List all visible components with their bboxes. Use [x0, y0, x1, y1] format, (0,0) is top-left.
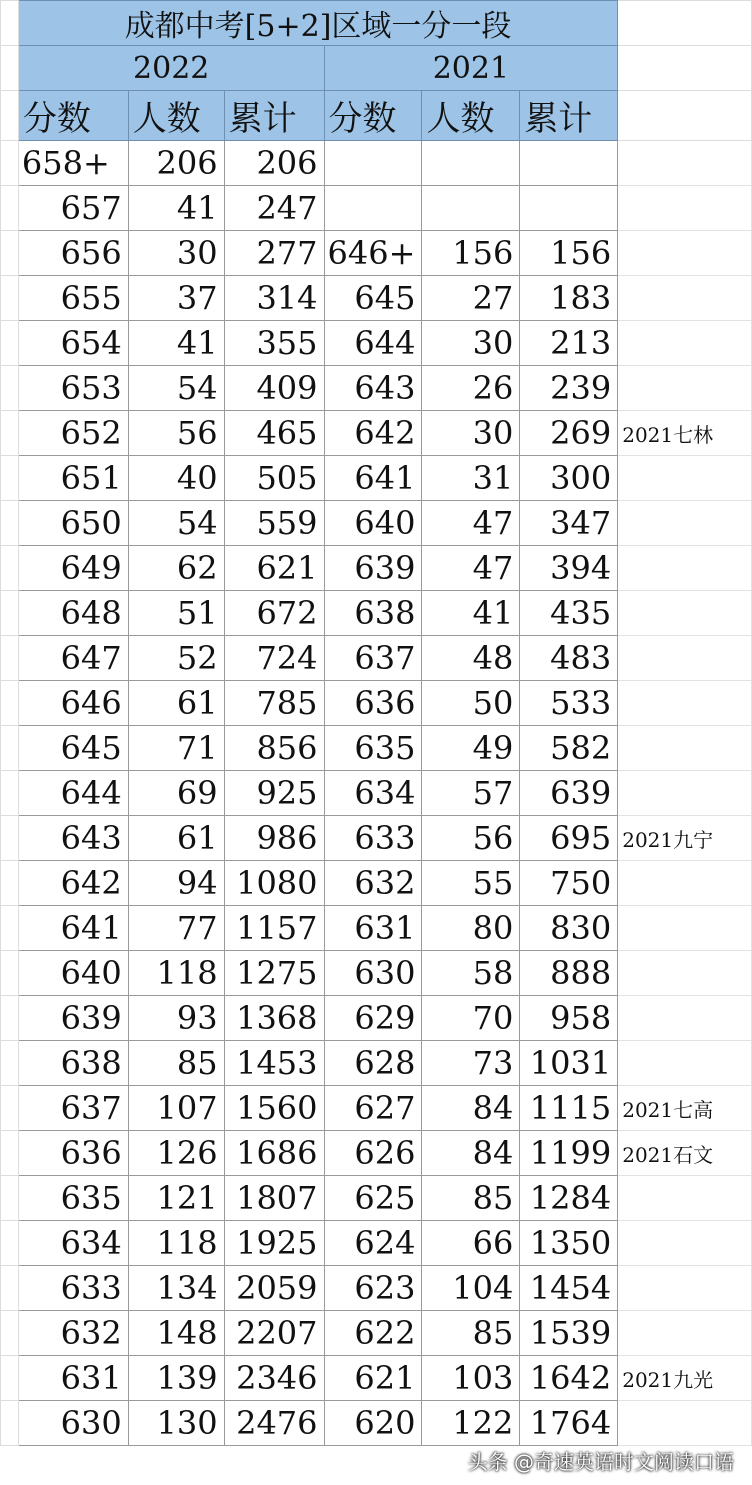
cell-cumulative-2021: 483 — [520, 636, 618, 681]
cell-cumulative-2022: 1453 — [224, 1041, 324, 1086]
cell-score-2021: 642 — [324, 411, 422, 456]
table-row — [1, 816, 752, 861]
cell-cumulative-2021: 347 — [520, 501, 618, 546]
cell-note — [618, 366, 752, 411]
cell-note — [618, 636, 752, 681]
cell-count-2022: 51 — [128, 591, 224, 636]
year-2022-header: 2022 — [18, 46, 324, 91]
table-row — [1, 366, 752, 411]
cell-count-2021: 55 — [422, 861, 520, 906]
cell-score-2022: 654 — [18, 321, 128, 366]
cell-cumulative-2021: 958 — [520, 996, 618, 1041]
cell-count-2022: 85 — [128, 1041, 224, 1086]
cell-score-2022: 651 — [18, 456, 128, 501]
cell-score-2021: 623 — [324, 1266, 422, 1311]
cell-count-2021: 84 — [422, 1086, 520, 1131]
cell-note: 2021石文 — [618, 1131, 752, 1176]
cell-cumulative-2021: 394 — [520, 546, 618, 591]
blank-cell — [1, 726, 19, 771]
cell-score-2022: 649 — [18, 546, 128, 591]
cell-cumulative-2021: 156 — [520, 231, 618, 276]
blank-cell — [1, 1, 19, 46]
blank-cell — [1, 91, 19, 141]
cell-count-2021: 84 — [422, 1131, 520, 1176]
cell-score-2022: 646 — [18, 681, 128, 726]
cell-count-2021: 30 — [422, 411, 520, 456]
col-header-score-2021: 分数 — [324, 91, 422, 141]
cell-count-2022: 37 — [128, 276, 224, 321]
cell-cumulative-2022: 1157 — [224, 906, 324, 951]
cell-cumulative-2021: 582 — [520, 726, 618, 771]
cell-cumulative-2021: 239 — [520, 366, 618, 411]
table-row — [1, 996, 752, 1041]
cell-count-2021: 73 — [422, 1041, 520, 1086]
cell-score-2021: 630 — [324, 951, 422, 996]
cell-score-2022: 655 — [18, 276, 128, 321]
cell-count-2022: 77 — [128, 906, 224, 951]
cell-cumulative-2022: 206 — [224, 141, 324, 186]
blank-cell — [1, 46, 19, 91]
cell-count-2021: 70 — [422, 996, 520, 1041]
cell-score-2021: 641 — [324, 456, 422, 501]
table-row — [1, 276, 752, 321]
table-row — [1, 681, 752, 726]
cell-count-2022: 54 — [128, 501, 224, 546]
cell-cumulative-2022: 2207 — [224, 1311, 324, 1356]
cell-count-2022: 41 — [128, 321, 224, 366]
cell-count-2022: 93 — [128, 996, 224, 1041]
cell-note — [618, 186, 752, 231]
blank-cell — [1, 771, 19, 816]
blank-cell — [1, 276, 19, 321]
cell-note — [618, 726, 752, 771]
blank-cell — [1, 1311, 19, 1356]
cell-count-2021: 47 — [422, 501, 520, 546]
cell-score-2021: 637 — [324, 636, 422, 681]
blank-cell — [1, 141, 19, 186]
cell-note — [618, 276, 752, 321]
cell-cumulative-2022: 621 — [224, 546, 324, 591]
cell-note — [618, 141, 752, 186]
cell-score-2021: 624 — [324, 1221, 422, 1266]
cell-score-2022: 630 — [18, 1401, 128, 1446]
cell-count-2021 — [422, 141, 520, 186]
blank-cell — [1, 996, 19, 1041]
table-row — [1, 726, 752, 771]
blank-cell — [1, 1041, 19, 1086]
cell-count-2022: 40 — [128, 456, 224, 501]
blank-cell — [1, 501, 19, 546]
cell-cumulative-2022: 724 — [224, 636, 324, 681]
cell-score-2022: 648 — [18, 591, 128, 636]
cell-count-2021: 66 — [422, 1221, 520, 1266]
cell-score-2022: 642 — [18, 861, 128, 906]
blank-cell — [1, 681, 19, 726]
cell-score-2022: 645 — [18, 726, 128, 771]
table-row — [1, 231, 752, 276]
cell-cumulative-2022: 1686 — [224, 1131, 324, 1176]
cell-score-2022: 652 — [18, 411, 128, 456]
cell-count-2021: 85 — [422, 1176, 520, 1221]
blank-cell — [1, 906, 19, 951]
cell-count-2022: 134 — [128, 1266, 224, 1311]
cell-score-2021: 634 — [324, 771, 422, 816]
blank-cell — [1, 411, 19, 456]
table-row — [1, 501, 752, 546]
cell-count-2022: 69 — [128, 771, 224, 816]
blank-cell — [1, 816, 19, 861]
cell-score-2021: 621 — [324, 1356, 422, 1401]
cell-score-2021: 628 — [324, 1041, 422, 1086]
blank-cell — [1, 1131, 19, 1176]
cell-cumulative-2021: 639 — [520, 771, 618, 816]
cell-cumulative-2021: 213 — [520, 321, 618, 366]
cell-note — [618, 996, 752, 1041]
cell-cumulative-2022: 672 — [224, 591, 324, 636]
table-row — [1, 1176, 752, 1221]
cell-cumulative-2021 — [520, 186, 618, 231]
table-row — [1, 1311, 752, 1356]
blank-cell — [1, 546, 19, 591]
cell-cumulative-2021 — [520, 141, 618, 186]
cell-score-2022: 658+ — [18, 141, 128, 186]
cell-score-2022: 644 — [18, 771, 128, 816]
cell-cumulative-2021: 183 — [520, 276, 618, 321]
cell-count-2022: 206 — [128, 141, 224, 186]
table-row — [1, 591, 752, 636]
cell-count-2022: 30 — [128, 231, 224, 276]
year-2021-header: 2021 — [324, 46, 618, 91]
cell-score-2021: 627 — [324, 1086, 422, 1131]
cell-count-2021: 31 — [422, 456, 520, 501]
cell-cumulative-2021: 1284 — [520, 1176, 618, 1221]
table-row — [1, 906, 752, 951]
table-row — [1, 861, 752, 906]
cell-cumulative-2021: 1539 — [520, 1311, 618, 1356]
cell-count-2021: 85 — [422, 1311, 520, 1356]
cell-cumulative-2021: 750 — [520, 861, 618, 906]
cell-note — [618, 681, 752, 726]
cell-count-2021: 26 — [422, 366, 520, 411]
blank-cell — [1, 1086, 19, 1131]
cell-score-2022: 632 — [18, 1311, 128, 1356]
cell-count-2021: 104 — [422, 1266, 520, 1311]
cell-count-2021: 156 — [422, 231, 520, 276]
cell-cumulative-2022: 1925 — [224, 1221, 324, 1266]
cell-cumulative-2021: 1199 — [520, 1131, 618, 1176]
table-row — [1, 1401, 752, 1446]
cell-note: 2021九宁 — [618, 816, 752, 861]
cell-score-2021: 638 — [324, 591, 422, 636]
cell-score-2021: 629 — [324, 996, 422, 1041]
cell-cumulative-2021: 533 — [520, 681, 618, 726]
cell-count-2022: 94 — [128, 861, 224, 906]
cell-cumulative-2022: 2476 — [224, 1401, 324, 1446]
table-row — [1, 951, 752, 996]
cell-count-2022: 148 — [128, 1311, 224, 1356]
cell-score-2022: 656 — [18, 231, 128, 276]
cell-cumulative-2022: 1807 — [224, 1176, 324, 1221]
cell-score-2022: 641 — [18, 906, 128, 951]
cell-count-2022: 71 — [128, 726, 224, 771]
cell-count-2021: 80 — [422, 906, 520, 951]
cell-cumulative-2021: 695 — [520, 816, 618, 861]
cell-count-2022: 118 — [128, 951, 224, 996]
cell-note — [618, 321, 752, 366]
cell-note — [618, 1311, 752, 1356]
cell-count-2022: 118 — [128, 1221, 224, 1266]
blank-cell — [1, 1176, 19, 1221]
cell-score-2021: 631 — [324, 906, 422, 951]
table-row — [1, 771, 752, 816]
cell-score-2021: 646+ — [324, 231, 422, 276]
blank-cell — [1, 1356, 19, 1401]
cell-note — [618, 1401, 752, 1446]
cell-score-2022: 640 — [18, 951, 128, 996]
blank-cell — [1, 186, 19, 231]
cell-note — [618, 1221, 752, 1266]
cell-count-2021: 47 — [422, 546, 520, 591]
cell-cumulative-2022: 2346 — [224, 1356, 324, 1401]
cell-score-2022: 653 — [18, 366, 128, 411]
table-row — [1, 636, 752, 681]
blank-cell — [618, 91, 752, 141]
cell-score-2021: 639 — [324, 546, 422, 591]
cell-count-2021: 57 — [422, 771, 520, 816]
col-header-cumulative-2022: 累计 — [224, 91, 324, 141]
cell-cumulative-2022: 1368 — [224, 996, 324, 1041]
cell-cumulative-2022: 277 — [224, 231, 324, 276]
cell-count-2022: 54 — [128, 366, 224, 411]
blank-cell — [618, 46, 752, 91]
cell-score-2022: 647 — [18, 636, 128, 681]
cell-count-2022: 62 — [128, 546, 224, 591]
cell-cumulative-2022: 1560 — [224, 1086, 324, 1131]
cell-cumulative-2022: 314 — [224, 276, 324, 321]
cell-score-2021: 633 — [324, 816, 422, 861]
cell-cumulative-2021: 830 — [520, 906, 618, 951]
cell-score-2022: 636 — [18, 1131, 128, 1176]
table-row — [1, 456, 752, 501]
cell-note — [618, 906, 752, 951]
cell-count-2021 — [422, 186, 520, 231]
cell-count-2021: 41 — [422, 591, 520, 636]
cell-count-2022: 121 — [128, 1176, 224, 1221]
blank-cell — [1, 951, 19, 996]
cell-score-2021: 635 — [324, 726, 422, 771]
cell-cumulative-2021: 435 — [520, 591, 618, 636]
cell-cumulative-2022: 785 — [224, 681, 324, 726]
cell-score-2022: 643 — [18, 816, 128, 861]
table-row — [1, 546, 752, 591]
cell-count-2022: 130 — [128, 1401, 224, 1446]
cell-cumulative-2022: 247 — [224, 186, 324, 231]
cell-cumulative-2022: 355 — [224, 321, 324, 366]
cell-cumulative-2022: 925 — [224, 771, 324, 816]
cell-score-2022: 638 — [18, 1041, 128, 1086]
table-row — [1, 1356, 752, 1401]
col-header-cumulative-2021: 累计 — [520, 91, 618, 141]
table-row — [1, 411, 752, 456]
cell-note — [618, 951, 752, 996]
cell-count-2022: 139 — [128, 1356, 224, 1401]
col-header-count-2022: 人数 — [128, 91, 224, 141]
cell-note: 2021九光 — [618, 1356, 752, 1401]
cell-count-2021: 58 — [422, 951, 520, 996]
table-row — [1, 1131, 752, 1176]
cell-count-2021: 30 — [422, 321, 520, 366]
cell-note — [618, 501, 752, 546]
cell-score-2022: 635 — [18, 1176, 128, 1221]
cell-note — [618, 546, 752, 591]
cell-score-2022: 631 — [18, 1356, 128, 1401]
cell-cumulative-2021: 1031 — [520, 1041, 618, 1086]
cell-score-2021 — [324, 186, 422, 231]
blank-cell — [1, 456, 19, 501]
cell-cumulative-2021: 888 — [520, 951, 618, 996]
blank-cell — [1, 1266, 19, 1311]
table-row — [1, 1041, 752, 1086]
blank-cell — [618, 1, 752, 46]
cell-cumulative-2021: 1764 — [520, 1401, 618, 1446]
cell-cumulative-2022: 986 — [224, 816, 324, 861]
cell-note — [618, 1041, 752, 1086]
cell-cumulative-2022: 856 — [224, 726, 324, 771]
cell-count-2021: 122 — [422, 1401, 520, 1446]
cell-score-2021: 620 — [324, 1401, 422, 1446]
cell-cumulative-2021: 1350 — [520, 1221, 618, 1266]
cell-note — [618, 1176, 752, 1221]
cell-count-2021: 103 — [422, 1356, 520, 1401]
cell-cumulative-2022: 559 — [224, 501, 324, 546]
cell-score-2022: 650 — [18, 501, 128, 546]
cell-cumulative-2022: 1080 — [224, 861, 324, 906]
cell-count-2022: 61 — [128, 816, 224, 861]
table-title: 成都中考[5+2]区域一分一段 — [18, 1, 617, 46]
blank-cell — [1, 1221, 19, 1266]
cell-score-2021: 622 — [324, 1311, 422, 1356]
cell-cumulative-2021: 269 — [520, 411, 618, 456]
table-row — [1, 1221, 752, 1266]
cell-note — [618, 591, 752, 636]
blank-cell — [1, 366, 19, 411]
cell-count-2021: 49 — [422, 726, 520, 771]
cell-count-2022: 126 — [128, 1131, 224, 1176]
cell-score-2021 — [324, 141, 422, 186]
blank-cell — [1, 1401, 19, 1446]
cell-score-2021: 640 — [324, 501, 422, 546]
col-header-score-2022: 分数 — [18, 91, 128, 141]
table-row — [1, 186, 752, 231]
watermark: 头条 @奇速英语时文阅读口语 — [467, 1450, 734, 1474]
cell-count-2021: 56 — [422, 816, 520, 861]
cell-score-2021: 644 — [324, 321, 422, 366]
cell-score-2021: 645 — [324, 276, 422, 321]
cell-count-2021: 50 — [422, 681, 520, 726]
cell-count-2021: 27 — [422, 276, 520, 321]
cell-note — [618, 456, 752, 501]
cell-score-2021: 632 — [324, 861, 422, 906]
cell-score-2021: 636 — [324, 681, 422, 726]
cell-note — [618, 1266, 752, 1311]
cell-cumulative-2022: 465 — [224, 411, 324, 456]
cell-cumulative-2022: 2059 — [224, 1266, 324, 1311]
cell-count-2022: 41 — [128, 186, 224, 231]
cell-note: 2021七林 — [618, 411, 752, 456]
cell-note — [618, 771, 752, 816]
cell-count-2022: 52 — [128, 636, 224, 681]
cell-cumulative-2022: 505 — [224, 456, 324, 501]
col-header-count-2021: 人数 — [422, 91, 520, 141]
cell-score-2022: 637 — [18, 1086, 128, 1131]
blank-cell — [1, 231, 19, 276]
cell-score-2022: 657 — [18, 186, 128, 231]
cell-count-2021: 48 — [422, 636, 520, 681]
blank-cell — [1, 591, 19, 636]
cell-score-2022: 639 — [18, 996, 128, 1041]
cell-count-2022: 56 — [128, 411, 224, 456]
cell-cumulative-2022: 409 — [224, 366, 324, 411]
cell-note — [618, 861, 752, 906]
cell-score-2021: 643 — [324, 366, 422, 411]
cell-cumulative-2021: 1642 — [520, 1356, 618, 1401]
table-row — [1, 141, 752, 186]
cell-score-2021: 626 — [324, 1131, 422, 1176]
cell-score-2021: 625 — [324, 1176, 422, 1221]
blank-cell — [1, 321, 19, 366]
cell-note — [618, 231, 752, 276]
table-row — [1, 1086, 752, 1131]
cell-count-2022: 107 — [128, 1086, 224, 1131]
cell-cumulative-2021: 300 — [520, 456, 618, 501]
table-row — [1, 321, 752, 366]
cell-cumulative-2021: 1115 — [520, 1086, 618, 1131]
table-row — [1, 1266, 752, 1311]
cell-count-2022: 61 — [128, 681, 224, 726]
blank-cell — [1, 861, 19, 906]
blank-cell — [1, 636, 19, 681]
cell-note: 2021七高 — [618, 1086, 752, 1131]
cell-cumulative-2021: 1454 — [520, 1266, 618, 1311]
cell-score-2022: 633 — [18, 1266, 128, 1311]
cell-score-2022: 634 — [18, 1221, 128, 1266]
cell-cumulative-2022: 1275 — [224, 951, 324, 996]
